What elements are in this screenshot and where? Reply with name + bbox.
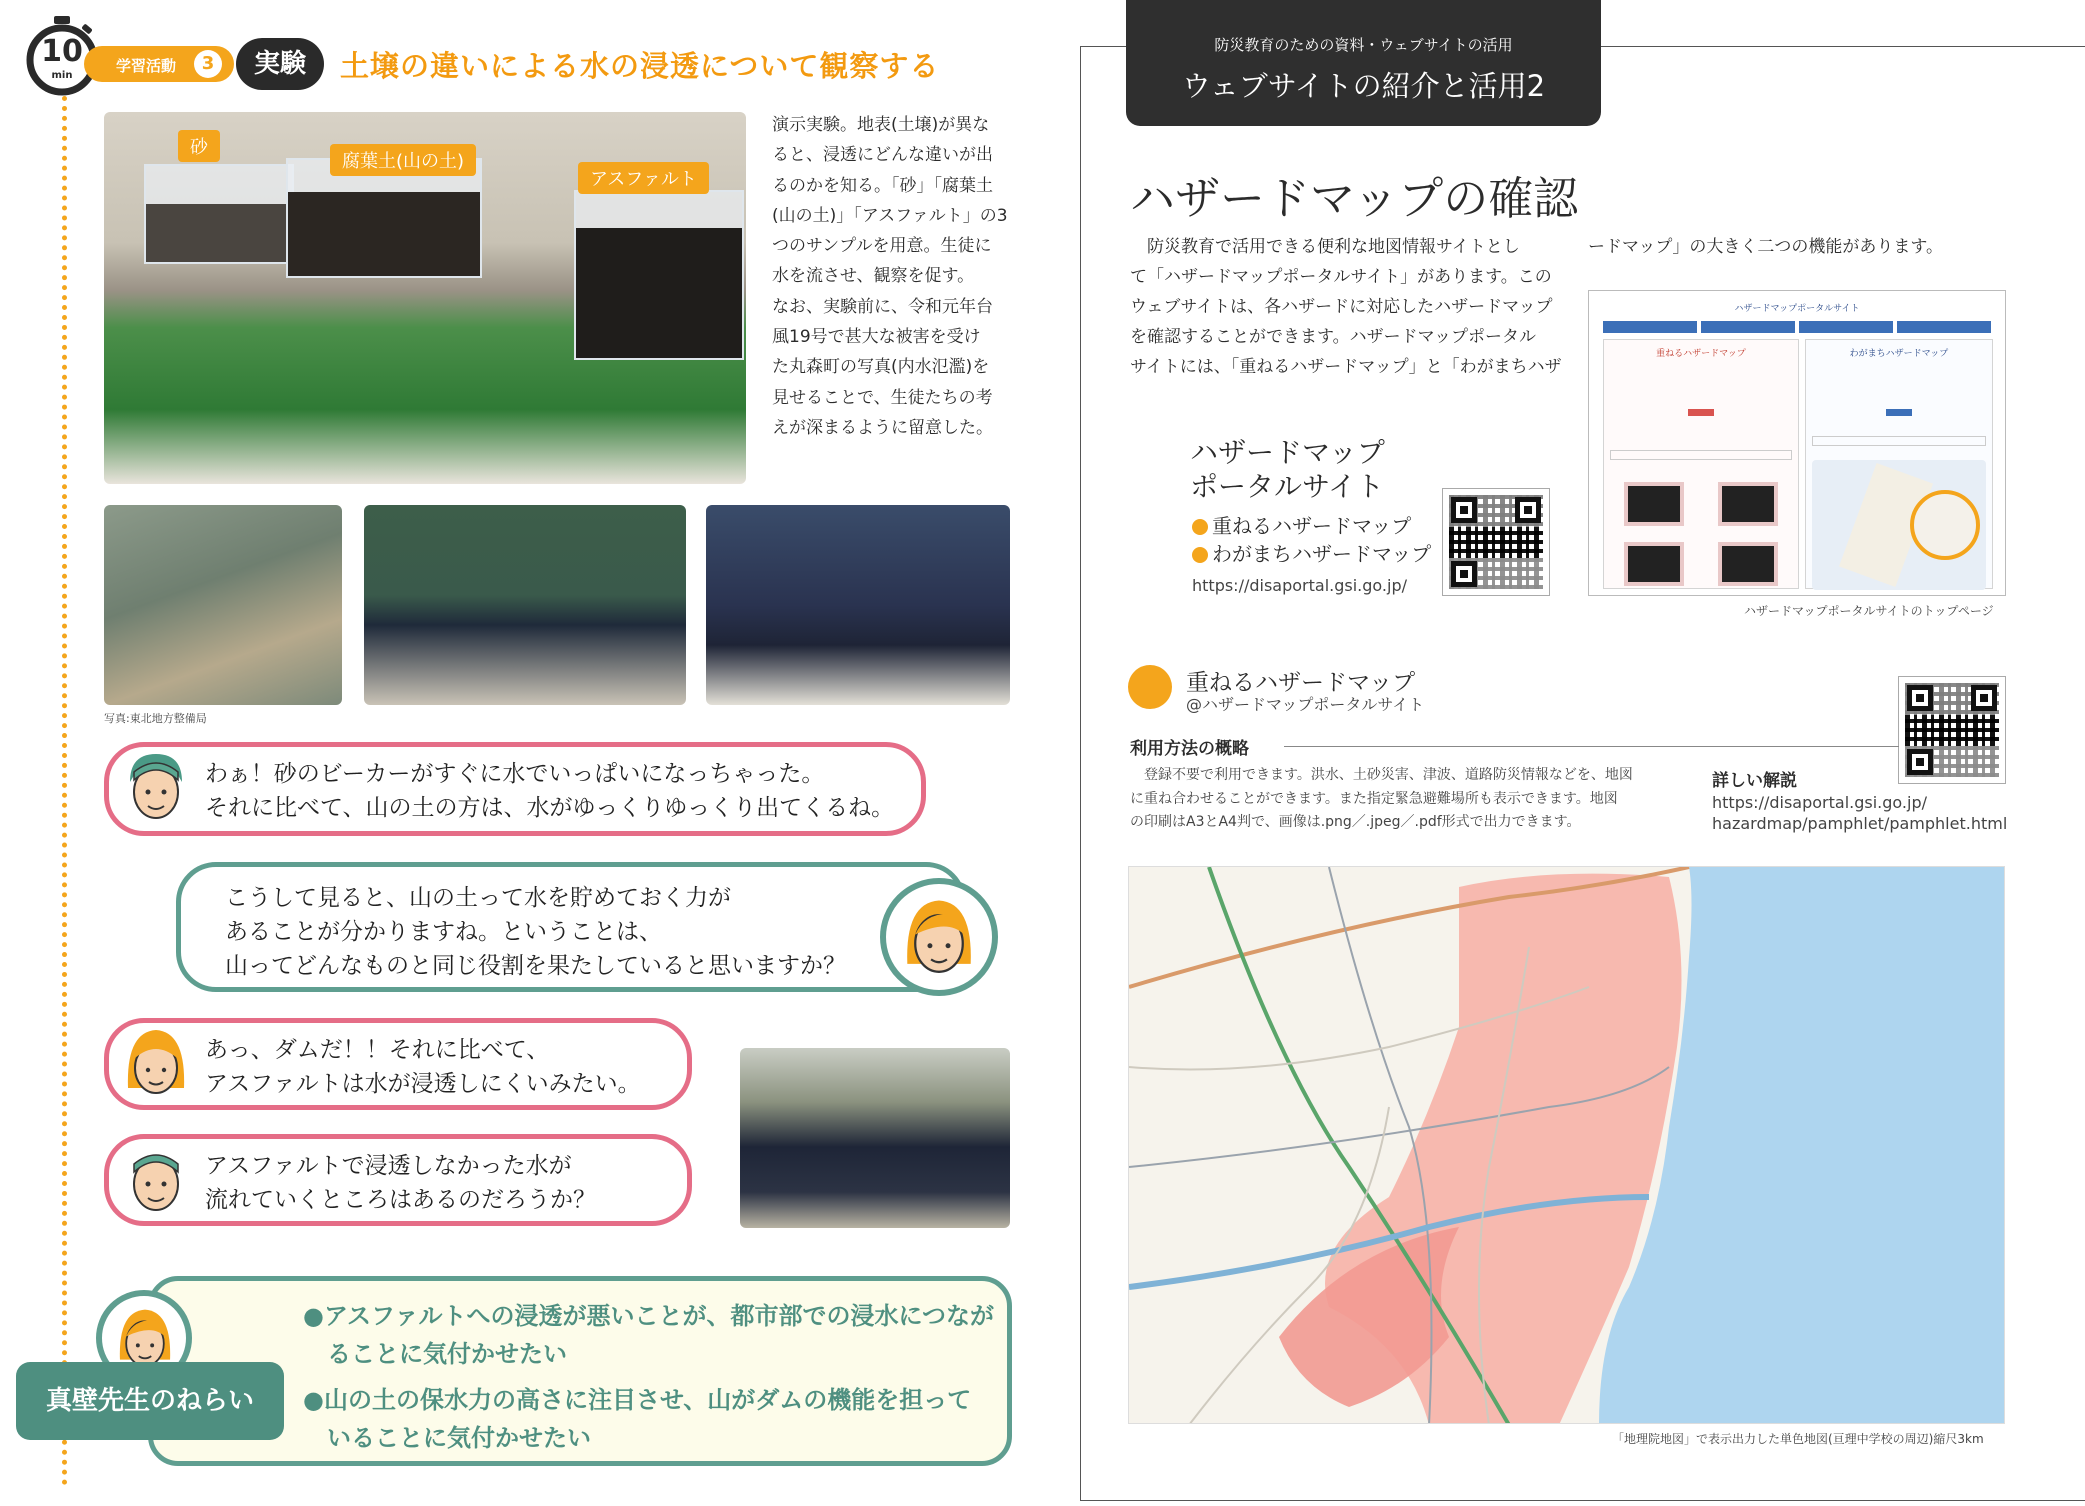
hazard-map-image — [1128, 866, 2005, 1424]
description-line: 演示実験。地表(土壌)が異な — [772, 115, 990, 135]
bubble-line: それに比べて、山の土の方は、水がゆっくりゆっくり出てくるね。 — [205, 795, 895, 821]
screenshot-right-panel-title: わがまちハザードマップ — [1849, 349, 1949, 359]
speech-bubble-student-3 — [104, 1134, 692, 1226]
intro-line: 防災教育で活用できる便利な地図情報サイトとし — [1130, 237, 1520, 257]
asphalt-container — [574, 190, 744, 360]
experiment-photo — [104, 112, 746, 484]
portal-bullet-item — [1192, 538, 1431, 567]
subsection-title: 重ねるハザードマップ — [1186, 670, 1416, 696]
humus-container — [286, 158, 482, 278]
intro-line: サイトには、「重ねるハザードマップ」と「わがまちハザ — [1130, 357, 1562, 377]
detail-url-line: https://disaportal.gsi.go.jp/ — [1712, 793, 1927, 812]
orange-bullet-icon — [1192, 519, 1208, 535]
bubble-line: アスファルトで浸透しなかった水が — [205, 1153, 572, 1179]
aim-line: いることに気付かせたい — [303, 1424, 591, 1452]
aim-item — [303, 1381, 1003, 1457]
screenshot-caption: ハザードマップポータルサイトのトップページ — [1744, 604, 1994, 618]
bubble-line: 山ってどんなものと同じ役割を果たしていると思いますか？ — [225, 953, 846, 979]
description-line: るのかを知る。「砂」「腐葉土 — [772, 175, 993, 196]
speech-bubble-teacher — [176, 862, 966, 992]
experiment-description — [772, 110, 1012, 443]
timer-minutes: 10 — [41, 34, 83, 69]
photo-tag-humus: 腐葉土(山の土) — [330, 144, 476, 176]
aim-line: ●山の土の保水力の高さに注目させ、山がダムの機能を担って — [303, 1386, 972, 1414]
portal-site-screenshot — [1588, 290, 2006, 596]
qr-code-icon — [1442, 488, 1550, 596]
portal-url-link[interactable]: https://disaportal.gsi.go.jp/ — [1192, 576, 1407, 595]
section-title: ハザードマップの確認 — [1130, 172, 1579, 225]
page-title: 土壌の違いによる水の浸透について観察する — [340, 49, 940, 83]
header-title: ウェブサイトの紹介と活用2 — [1181, 69, 1546, 103]
activity-type-badge: 実験 — [236, 38, 324, 90]
portal-title — [1190, 436, 1385, 504]
hazard-map-drawing — [1129, 867, 2005, 1424]
speech-bubble-student-2 — [104, 1018, 692, 1110]
photo-tag-sand: 砂 — [178, 130, 220, 162]
usage-heading: 利用方法の概略 — [1130, 739, 1249, 759]
section-header — [1126, 0, 1601, 126]
bubble-line: あっ、ダムだ！！それに比べて、 — [205, 1037, 550, 1063]
page-frame-bottom — [1080, 1500, 2085, 1501]
map-caption: 「地理院地図」で表示出力した単色地図(亘理中学校の周辺)縮尺3km — [1612, 1432, 1984, 1446]
detail-url-line: hazardmap/pamphlet/pamphlet.html — [1712, 814, 2008, 833]
description-line: なお、実験前に、令和元年台 — [772, 296, 993, 317]
description-line: 見せることで、生徒たちの考 — [772, 387, 993, 408]
screenshot-left-panel-title: 重ねるハザードマップ — [1656, 349, 1746, 359]
activity-number: 3 — [194, 50, 222, 78]
page-frame-left — [1080, 46, 1081, 1501]
portal-title-line: ポータルサイト — [1190, 470, 1385, 503]
student-boy-face-icon — [124, 1142, 188, 1218]
teacher-face-icon — [902, 896, 976, 982]
timer-unit: min — [51, 70, 73, 81]
usage-line: 登録不要で利用できます。洪水、土砂災害、津波、道路防災情報などを、地図 — [1130, 767, 1633, 783]
usage-line: の印刷はA3とA4判で、画像は.png／.jpeg／.pdf形式で出力できます。 — [1130, 814, 1581, 830]
photo-credit: 写真:東北地方整備局 — [104, 712, 207, 725]
intro-text-left — [1130, 232, 1570, 382]
screenshot-nav — [1603, 321, 1991, 333]
dotted-guide-line — [62, 96, 67, 1486]
bullet-label: わがまちハザードマップ — [1212, 542, 1432, 566]
intro-line: ウェブサイトは、各ハザードに対応したハザードマップ — [1130, 297, 1553, 317]
activity-label: 学習活動 — [84, 46, 234, 82]
usage-divider — [1284, 746, 1899, 747]
flood-aerial-photo — [104, 505, 342, 705]
bubble-line: わぁ！砂のビーカーがすぐに水でいっぱいになっちゃった。 — [205, 761, 825, 787]
bullet-label: 重ねるハザードマップ — [1212, 514, 1412, 538]
bubble-line: こうして見ると、山の土って水を貯めておく力が — [225, 885, 731, 911]
student-boy-face-icon — [124, 750, 188, 826]
aim-line: ●アスファルトへの浸透が悪いことが、都市部での浸水につなが — [303, 1302, 995, 1330]
students-discussion-photo — [740, 1048, 1010, 1228]
speech-bubble-student-1 — [104, 742, 926, 836]
description-line: えが深まるように留意した。 — [772, 417, 993, 438]
intro-line: て「ハザードマップポータルサイト」があります。この — [1130, 267, 1552, 287]
usage-line: に重ね合わせることができます。また指定緊急避難場所も表示できます。地図 — [1130, 790, 1618, 807]
description-line: た丸森町の写真(内水氾濫)を — [772, 357, 990, 378]
screenshot-site-title: ハザードマップポータルサイト — [1734, 304, 1860, 314]
students-experiment-photo — [364, 505, 686, 705]
portal-bullet-item — [1192, 510, 1411, 539]
student-girl-face-icon — [124, 1026, 188, 1102]
detail-heading: 詳しい解説 — [1712, 771, 1797, 791]
usage-body — [1130, 764, 1655, 835]
portal-title-line: ハザードマップ — [1190, 436, 1385, 469]
aim-item — [303, 1297, 1003, 1373]
screenshot-left-panel — [1603, 339, 1799, 589]
orange-bullet-icon — [1192, 547, 1208, 563]
qr-code-icon — [1898, 676, 2006, 784]
description-line: 風19号で甚大な被害を受け — [772, 327, 981, 348]
photo-tag-asphalt: アスファルト — [578, 162, 709, 194]
description-line: 水を流させ、観察を促す。 — [772, 266, 975, 287]
intro-line: を確認することができます。ハザードマップポータル — [1130, 327, 1536, 347]
intro-text-right: ードマップ」の大きく二つの機能があります。 — [1588, 237, 1943, 257]
bubble-line: 流れていくところはあるのだろうか？ — [205, 1187, 596, 1213]
teacher-aim-label: 真壁先生のねらい — [16, 1362, 284, 1440]
description-line: ると、浸透にどんな違いが出 — [772, 145, 993, 166]
sand-container — [144, 164, 294, 264]
aim-line: ることに気付かせたい — [303, 1340, 567, 1368]
orange-circle-icon — [1128, 665, 1172, 709]
header-subtitle: 防災教育のための資料・ウェブサイトの活用 — [1214, 36, 1513, 54]
detail-url-link[interactable] — [1712, 792, 2007, 834]
screenshot-right-panel — [1805, 339, 1993, 589]
subsection-source: @ハザードマップポータルサイト — [1186, 695, 1425, 714]
description-line: つのサンプルを用意。生徒に — [772, 236, 992, 257]
teacher-class-photo — [706, 505, 1010, 705]
description-line: (山の土)」「アスファルト」の3 — [772, 205, 1008, 226]
bubble-line: あることが分かりますね。ということは、 — [225, 919, 662, 945]
bubble-line: アスファルトは水が浸透しにくいみたい。 — [205, 1071, 641, 1097]
